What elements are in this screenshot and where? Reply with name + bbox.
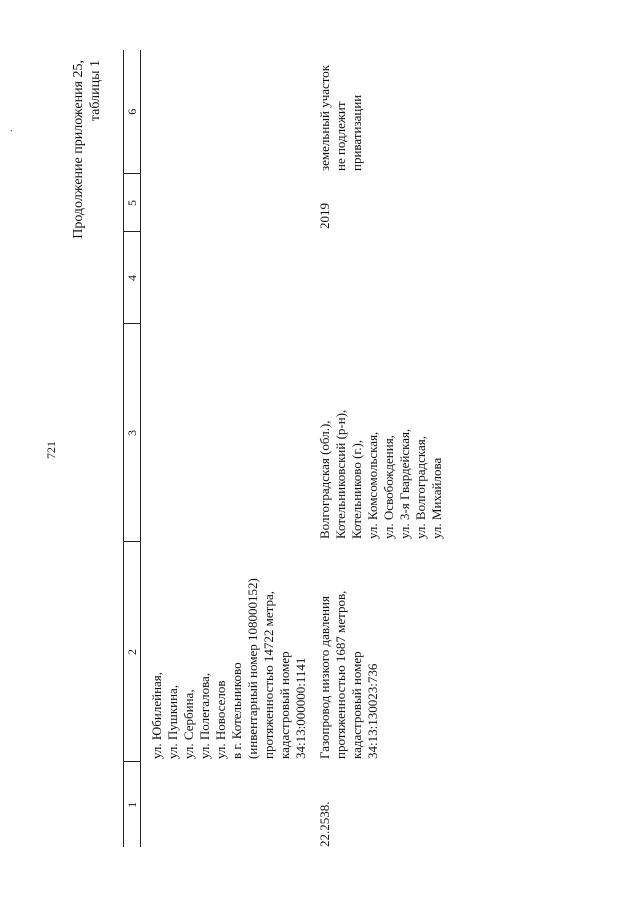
cell-column-4 [309, 232, 445, 324]
note-line: земельный участок [317, 64, 332, 171]
note-line: приватизации [349, 94, 364, 171]
cell-year [141, 174, 310, 232]
name-line: ул. Сербина, [181, 689, 196, 759]
column-header-1: 1 [124, 762, 141, 847]
column-header-5: 5 [124, 174, 141, 232]
name-line: протяженностью 1687 метров, [333, 590, 348, 759]
continuation-line-1: Продолжение приложения 25, [71, 60, 86, 239]
name-line: 34:13:130023:736 [365, 663, 380, 759]
column-header-4: 4 [124, 232, 141, 324]
name-line: протяженностью 14722 метра, [261, 590, 276, 759]
name-line: кадастровый номер [349, 651, 364, 759]
cell-location [309, 324, 445, 542]
name-line: в г. Котельниково [229, 662, 244, 759]
location-line: ул. Освобождения, [381, 435, 396, 539]
table-row [141, 50, 310, 847]
continuation-note [70, 60, 104, 250]
location-line: ул. Волгоградская, [413, 435, 428, 539]
name-line: Газопровод низкого давления [317, 596, 332, 759]
cell-note [141, 50, 310, 174]
corner-mark: . [4, 129, 15, 132]
name-line: кадастровый номер [277, 651, 292, 759]
cell-note [309, 50, 445, 174]
location-line: Котельниковский (р-н), [333, 409, 348, 539]
cell-year: 2019 [317, 203, 332, 229]
cell-number: 22.2538. [317, 801, 332, 847]
location-line: ул. 3-я Гвардейская, [397, 428, 412, 539]
cell-column-4 [141, 232, 310, 324]
name-line: 34:13:000000:1141 [293, 657, 308, 759]
cell-object-name [141, 542, 310, 762]
appendix-table [123, 50, 445, 847]
column-header-6: 6 [124, 50, 141, 174]
note-line: не подлежит [333, 101, 348, 171]
name-line: (инвентарный номер 108000152) [245, 578, 260, 759]
name-line: ул. Новоселов [213, 680, 228, 759]
location-line: ул. Михайлова [429, 457, 444, 539]
column-header-3: 3 [124, 324, 141, 542]
table-row [309, 50, 445, 847]
page-number: 721 [44, 441, 58, 459]
name-line: ул. Полегалова, [197, 672, 212, 759]
location-line: Котельниково (г.), [349, 439, 364, 539]
cell-number [141, 762, 310, 847]
continuation-line-2: таблицы 1 [88, 60, 103, 122]
cell-location [141, 324, 310, 542]
name-line: ул. Юбилейная, [149, 671, 164, 759]
cell-object-name [309, 542, 445, 762]
name-line: ул. Пушкина, [165, 684, 180, 759]
location-line: Волгоградская (обл.), [317, 420, 332, 539]
location-line: ул. Комсомольская, [365, 431, 380, 539]
column-header-2: 2 [124, 542, 141, 762]
table-header-row [124, 50, 141, 847]
